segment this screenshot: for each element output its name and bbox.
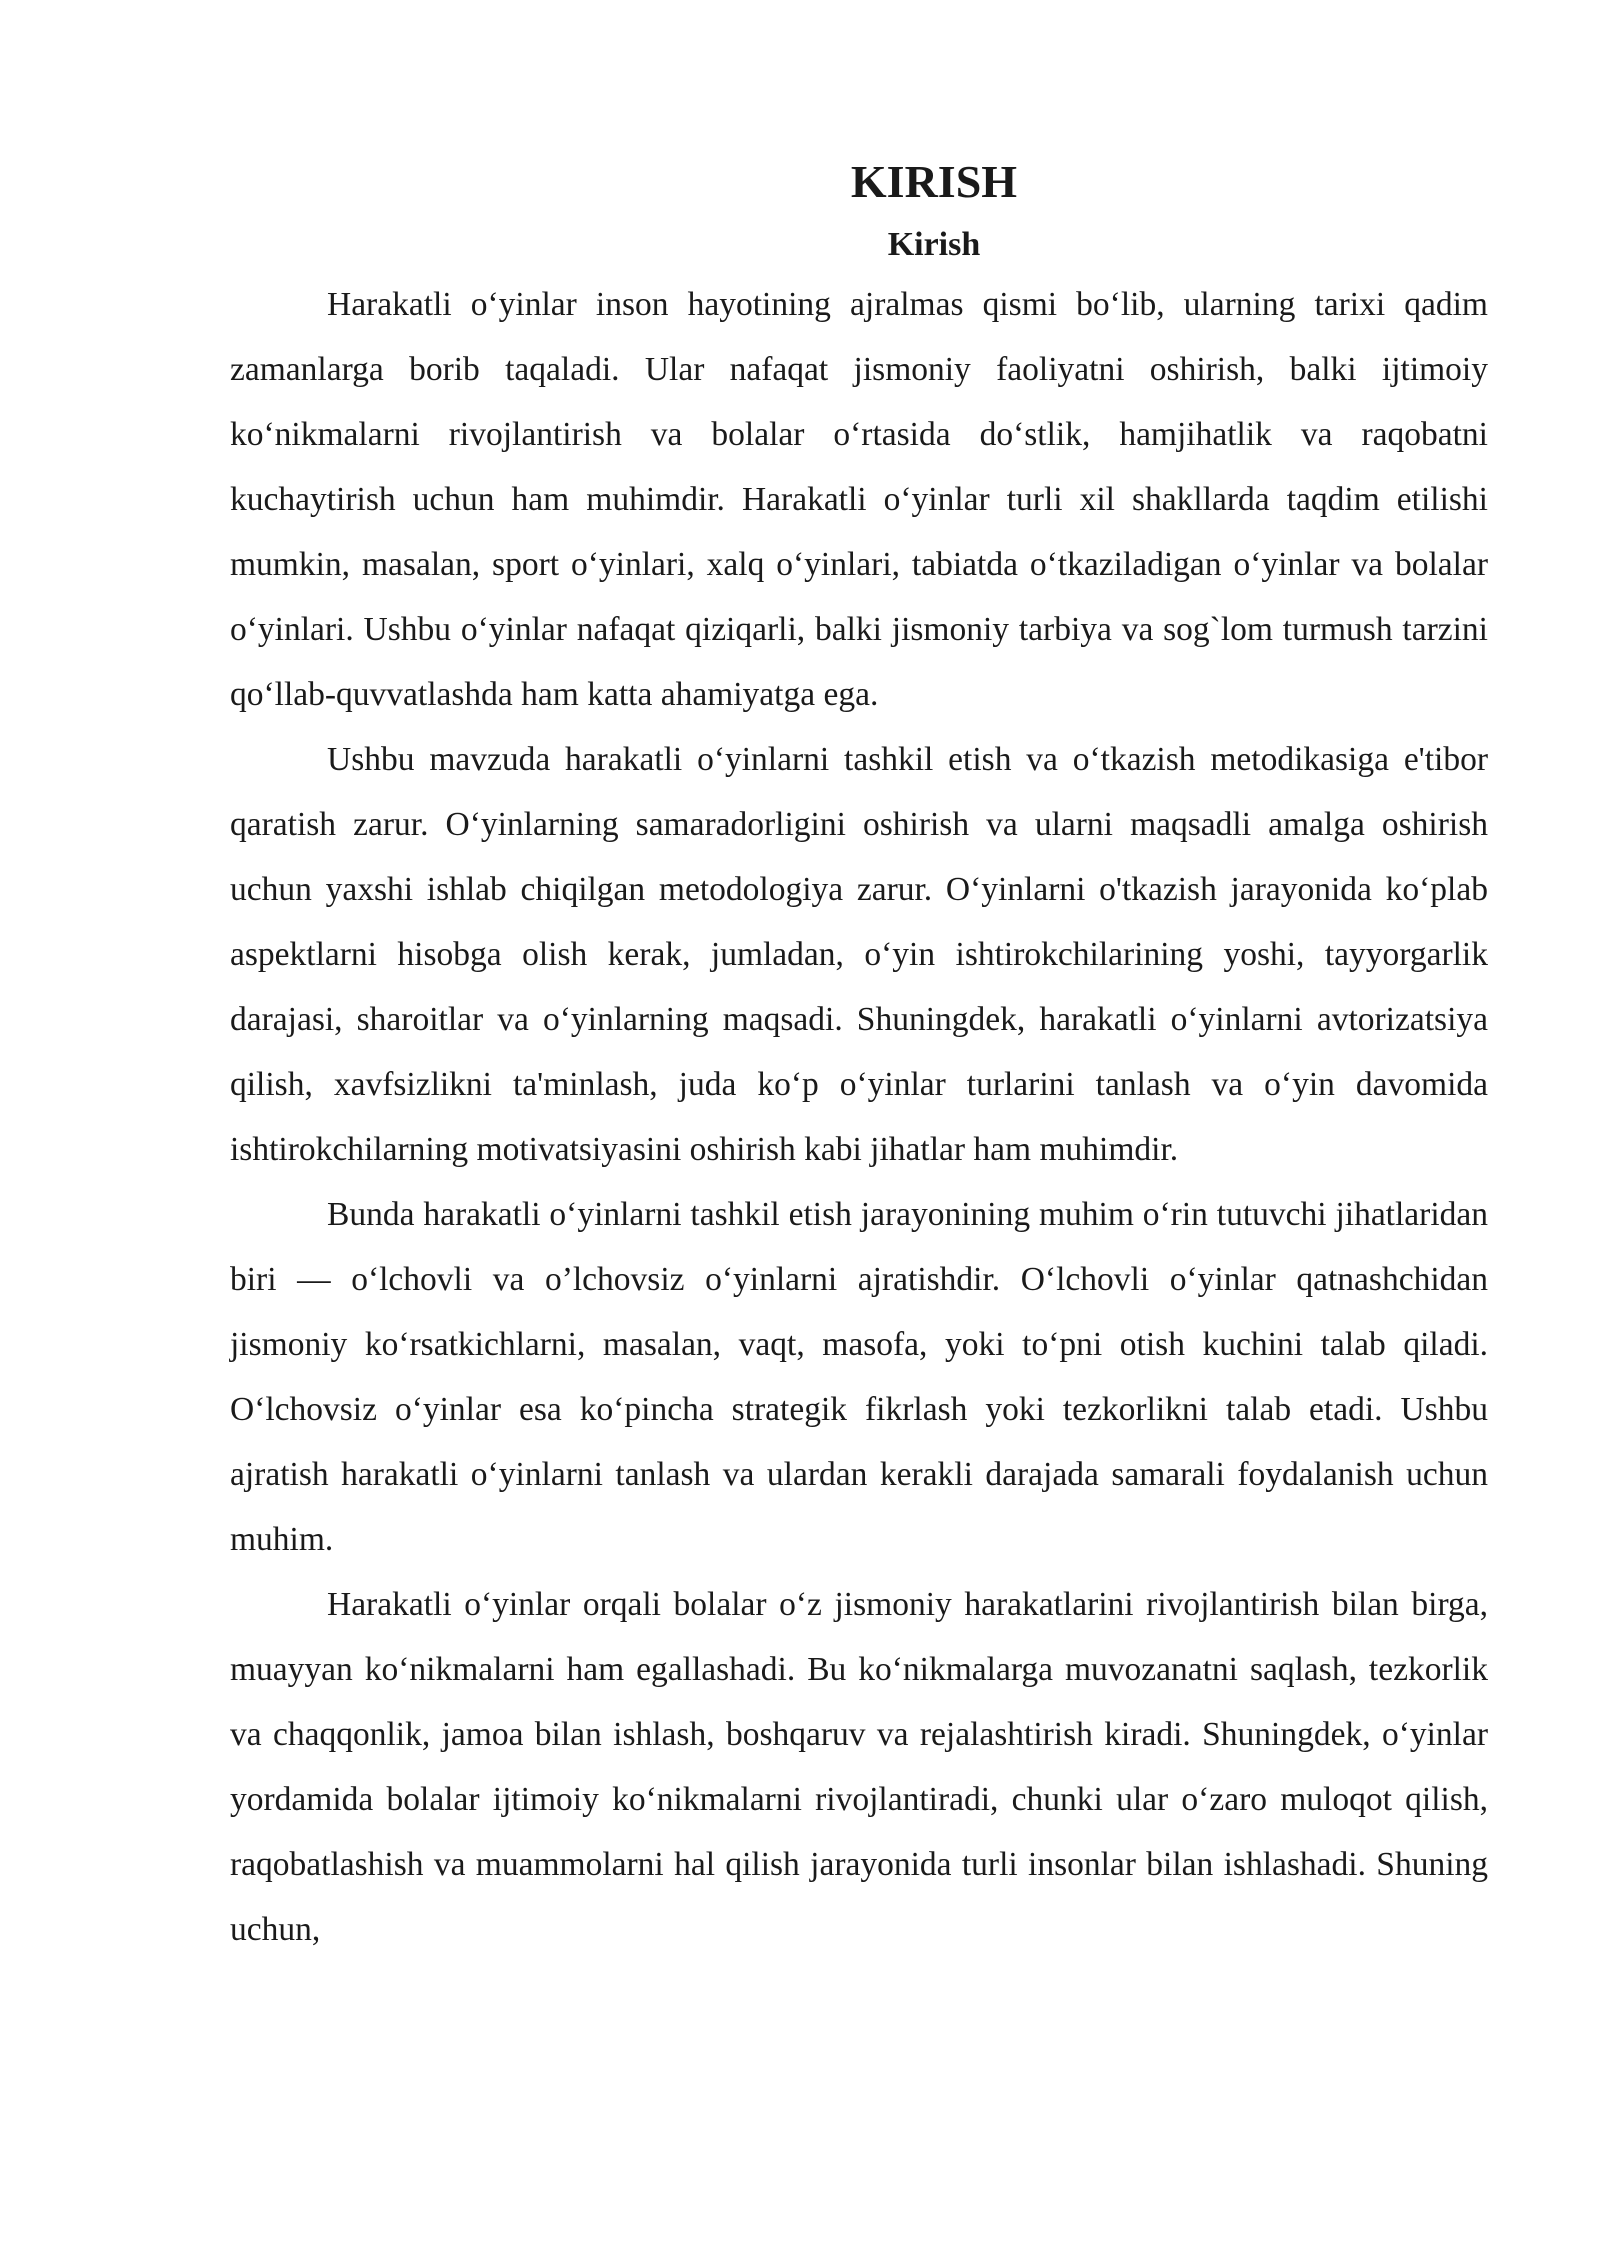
paragraph-3: Bunda harakatli o‘yinlarni tashkil etish jarayonining muhim o‘rin tutuvchi jihatlaridan biri — o‘lchovli va o’lchovsiz o‘yinlarni ajratishdir. O‘lchovli o‘yinlar qatnashchidan jismoniy ko‘rsatkichlarni, masalan, vaqt, masofa, yoki to‘pni otish kuchini talab qiladi. O‘lchovsiz o‘yinlar esa ko‘pincha strategik fikrlash yoki tezkorlikni talab etadi. Ushbu ajratish harakatli o‘yinlarni tanlash va ulardan kerakli darajada samarali foydalanish uchun muhim.: [230, 1196, 1488, 1558]
paragraph-4: Harakatli o‘yinlar orqali bolalar o‘z jismoniy harakatlarini rivojlantirish bilan birga, muayyan ko‘nikmalarni ham egallashadi. Bu ko‘nikmalarga muvozanatni saqlash, tezkorlik va chaqqonlik, jamoa bilan ishlash, boshqaruv va rejalashtirish kiradi. Shuningdek, o‘yinlar yordamida bolalar ijtimoiy ko‘nikmalarni rivojlantiradi, chunki ular o‘zaro muloqot qilish, raqobatlashish va muammolarni hal qilish jarayonida turli insonlar bilan ishlashadi. Shuning uchun,: [230, 1586, 1488, 1948]
page-title: KIRISH: [850, 156, 1018, 207]
page-content: [230, 150, 1488, 1962]
section-subtitle: Kirish: [887, 226, 981, 263]
paragraph-1: Harakatli o‘yinlar inson hayotining ajralmas qismi bo‘lib, ularning tarixi qadim zamanlarga borib taqaladi. Ular nafaqat jismoniy faoliyatni oshirish, balki ijtimoiy ko‘nikmalarni rivojlantirish va bolalar o‘rtasida do‘stlik, hamjihatlik va raqobatni kuchaytirish uchun ham muhimdir. Harakatli o‘yinlar turli xil shakllarda taqdim etilishi mumkin, masalan, sport o‘yinlari, xalq o‘yinlari, tabiatda o‘tkaziladigan o‘yinlar va bolalar o‘yinlari. Ushbu o‘yinlar nafaqat qiziqarli, balki jismoniy tarbiya va sog`lom turmush tarzini qo‘llab-quvvatlashda ham katta ahamiyatga ega.: [230, 286, 1488, 713]
paragraph-2: Ushbu mavzuda harakatli o‘yinlarni tashkil etish va o‘tkazish metodikasiga e'tibor qaratish zarur. O‘yinlarning samaradorligini oshirish va ularni maqsadli amalga oshirish uchun yaxshi ishlab chiqilgan metodologiya zarur. O‘yinlarni o'tkazish jarayonida ko‘plab aspektlarni hisobga olish kerak, jumladan, o‘yin ishtirokchilarining yoshi, tayyorgarlik darajasi, sharoitlar va o‘yinlarning maqsadi. Shuningdek, harakatli o‘yinlarni avtorizatsiya qilish, xavfsizlikni ta'minlash, juda ko‘p o‘yinlar turlarini tanlash va o‘yin davomida ishtirokchilarning motivatsiyasini oshirish kabi jihatlar ham muhimdir.: [230, 741, 1488, 1168]
